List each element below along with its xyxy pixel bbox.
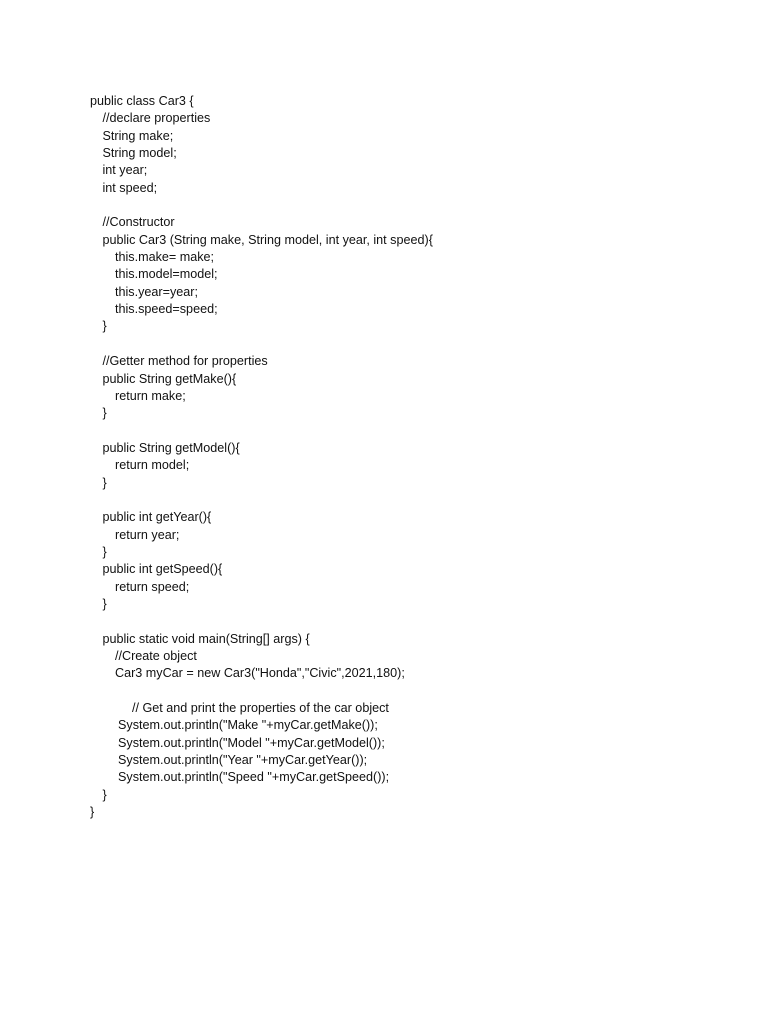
code-line-assign-speed: this.speed=speed; xyxy=(115,302,218,317)
code-line-return-speed: return speed; xyxy=(115,579,190,594)
code-line-get-speed-signature: public int getSpeed(){ xyxy=(102,562,223,577)
java-code-block xyxy=(90,93,710,821)
blank-line xyxy=(90,197,710,214)
code-line-print-speed: System.out.println("Speed "+myCar.getSpeed()); xyxy=(118,770,390,785)
blank-line xyxy=(90,613,710,630)
blank-line xyxy=(90,492,710,509)
code-line-get-make-close: } xyxy=(102,406,107,421)
code-line-get-make-signature: public String getMake(){ xyxy=(102,371,237,386)
code-line-main-close: } xyxy=(102,787,107,802)
code-line-field-make: String make; xyxy=(102,128,174,143)
code-line-constructor-close: } xyxy=(102,319,107,334)
code-line-assign-year: this.year=year; xyxy=(115,284,198,299)
code-line-class-close: } xyxy=(90,805,95,820)
code-line-comment-constructor: //Constructor xyxy=(102,215,175,230)
code-line-print-make: System.out.println("Make "+myCar.getMake()); xyxy=(118,718,378,733)
code-line-get-speed-close: } xyxy=(102,596,107,611)
code-line-assign-model: this.model=model; xyxy=(115,267,218,282)
code-line-main-signature: public static void main(String[] args) { xyxy=(102,631,310,646)
code-line-assign-make: this.make= make; xyxy=(115,250,215,265)
code-line-comment-declare-properties: //declare properties xyxy=(102,111,211,126)
code-line-get-year-close: } xyxy=(102,544,107,559)
code-line-print-year: System.out.println("Year "+myCar.getYear()); xyxy=(118,753,368,768)
code-line-field-model: String model; xyxy=(102,146,177,161)
blank-line xyxy=(90,683,710,700)
code-line-comment-print-properties: // Get and print the properties of the car object xyxy=(132,701,389,716)
code-line-get-year-signature: public int getYear(){ xyxy=(102,510,212,525)
code-line-get-model-close: } xyxy=(102,475,107,490)
code-line-get-model-signature: public String getModel(){ xyxy=(102,440,240,455)
code-line-field-speed: int speed; xyxy=(102,180,158,195)
code-line-return-year: return year; xyxy=(115,527,180,542)
code-line-class-declaration: public class Car3 { xyxy=(90,94,194,108)
blank-line xyxy=(90,423,710,440)
code-line-create-car-object: Car3 myCar = new Car3("Honda","Civic",2021,180); xyxy=(115,666,405,681)
code-line-field-year: int year; xyxy=(102,163,148,178)
code-line-constructor-signature: public Car3 (String make, String model, int year, int speed){ xyxy=(102,232,433,247)
code-line-print-model: System.out.println("Model "+myCar.getModel()); xyxy=(118,735,385,750)
code-line-return-make: return make; xyxy=(115,388,186,403)
code-line-return-model: return model; xyxy=(115,458,190,473)
code-line-comment-getters: //Getter method for properties xyxy=(102,354,268,369)
code-line-comment-create-object: //Create object xyxy=(115,649,197,663)
blank-line xyxy=(90,336,710,353)
